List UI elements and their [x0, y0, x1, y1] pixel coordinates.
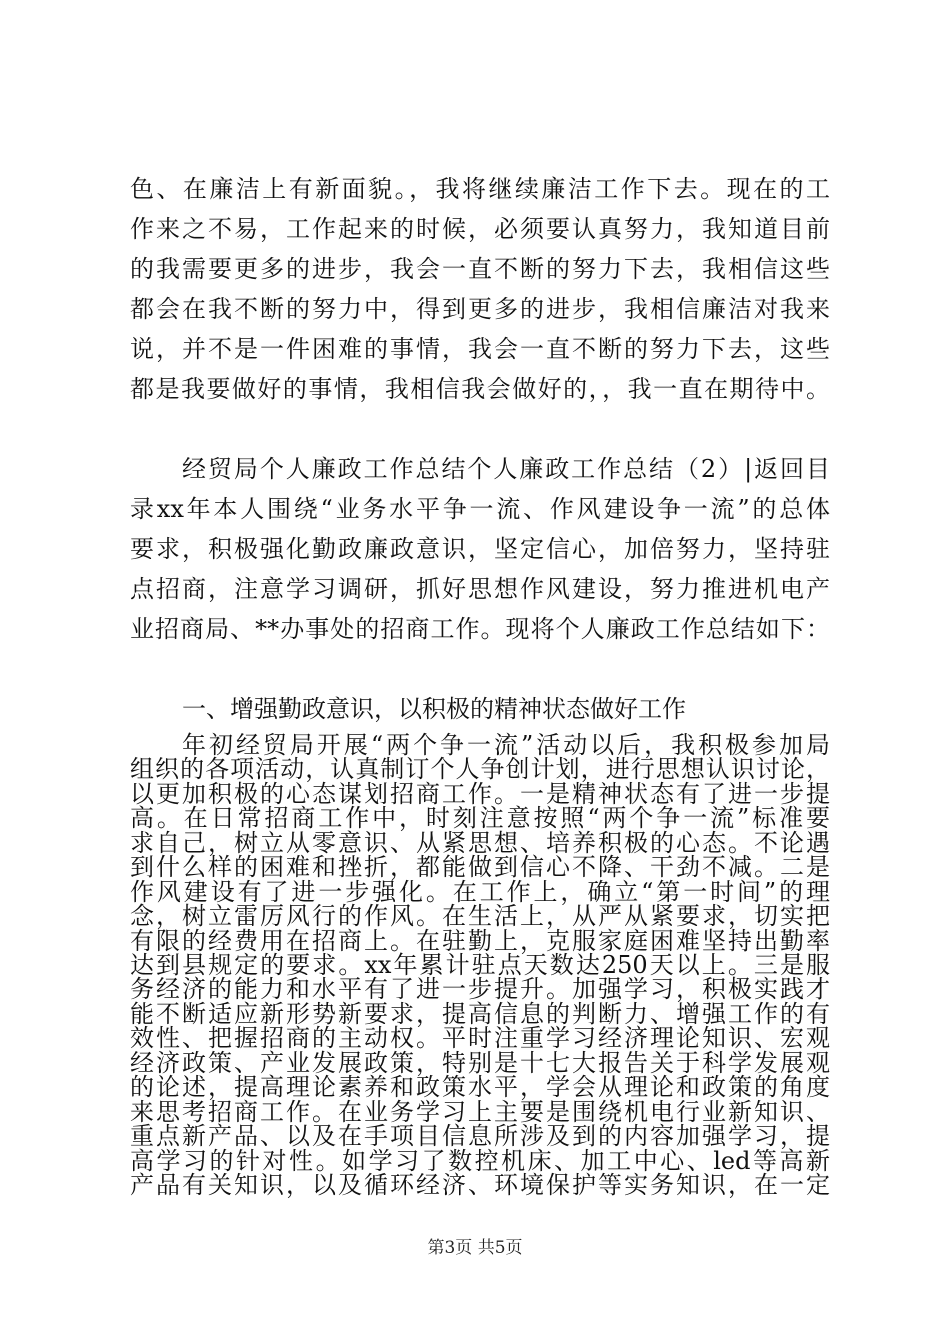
paragraph-3-line: 年初经贸局开展“两个争一流”活动以后，我积极参加局 [182, 732, 830, 759]
paragraph-1-line: 都会在我不断的努力中，得到更多的进步，我相信廉洁对我来 [130, 295, 830, 323]
paragraph-3-line: 高。在日常招商工作中，时刻注意按照“两个争一流”标准要 [130, 805, 830, 833]
paragraph-3-line: 念，树立雷厉风行的作风。在生活上，从严从紧要求，切实把 [130, 903, 830, 931]
paragraph-2-line: 要求，积极强化勤政廉政意识，坚定信心，加倍努力，坚持驻 [130, 535, 830, 563]
paragraph-3-line: 求自己，树立从零意识、从紧思想、培养积极的心态。不论遇 [130, 829, 830, 857]
paragraph-3-line: 高学习的针对性。如学习了数控机床、加工中心、led等高新 [130, 1147, 830, 1175]
paragraph-3-line: 务经济的能力和水平有了进一步提升。加强学习，积极实践才 [130, 976, 830, 1004]
paragraph-3-line: 作风建设有了进一步强化。在工作上，确立“第一时间”的理 [130, 878, 830, 906]
paragraph-1-line: 都是我要做好的事情，我相信我会做好的，，我一直在期待中。 [130, 375, 830, 403]
paragraph-3-line: 重点新产品、以及在手项目信息所涉及到的内容加强学习，提 [130, 1123, 830, 1151]
paragraph-3-line: 有限的经费用在招商上。在驻勤上，克服家庭困难坚持出勤率 [130, 927, 830, 955]
paragraph-3-line: 到什么样的困难和挫折，都能做到信心不降、干劲不减。二是 [130, 854, 830, 882]
paragraph-3-line: 来思考招商工作。在业务学习上主要是围绕机电行业新知识、 [130, 1098, 830, 1126]
page-number-footer: 第3页 共5页 [427, 1238, 523, 1258]
paragraph-3-line: 产品有关知识，以及循环经济、环境保护等实务知识，在一定 [130, 1172, 830, 1199]
paragraph-2-line: 点招商，注意学习调研，抓好思想作风建设，努力推进机电产 [130, 575, 830, 603]
paragraph-1-line: 作来之不易，工作起来的时候，必须要认真努力，我知道目前 [130, 215, 830, 243]
paragraph-3-line: 的论述，提高理论素养和政策水平，学会从理论和政策的角度 [130, 1074, 830, 1102]
paragraph-3-line: 以更加积极的心态谋划招商工作。一是精神状态有了进一步提 [130, 780, 830, 808]
section-heading: 一、增强勤政意识，以积极的精神状态做好工作 [182, 695, 686, 723]
paragraph-3-line: 经济政策、产业发展政策，特别是十七大报告关于科学发展观 [130, 1049, 830, 1077]
paragraph-3-line: 组织的各项活动，认真制订个人争创计划，进行思想认识讨论， [130, 756, 830, 784]
paragraph-3-line: 达到县规定的要求。xx年累计驻点天数达250天以上。三是服 [130, 952, 830, 979]
paragraph-1-line: 的我需要更多的进步，我会一直不断的努力下去，我相信这些 [130, 255, 830, 283]
paragraph-2-line: 经贸局个人廉政工作总结个人廉政工作总结（2）|返回目 [182, 455, 830, 483]
paragraph-2-line: 录xx年本人围绕“业务水平争一流、作风建设争一流”的总体 [130, 495, 830, 523]
paragraph-3-line: 效性、把握招商的主动权。平时注重学习经济理论知识、宏观 [130, 1025, 830, 1053]
paragraph-1-line: 说，并不是一件困难的事情，我会一直不断的努力下去，这些 [130, 335, 830, 363]
paragraph-3-line: 能不断适应新形势新要求，提高信息的判断力、增强工作的有 [130, 1000, 830, 1028]
paragraph-2-line: 业招商局、**办事处的招商工作。现将个人廉政工作总结如下： [130, 615, 830, 643]
paragraph-1-line: 色、在廉洁上有新面貌。，我将继续廉洁工作下去。现在的工 [130, 175, 830, 203]
